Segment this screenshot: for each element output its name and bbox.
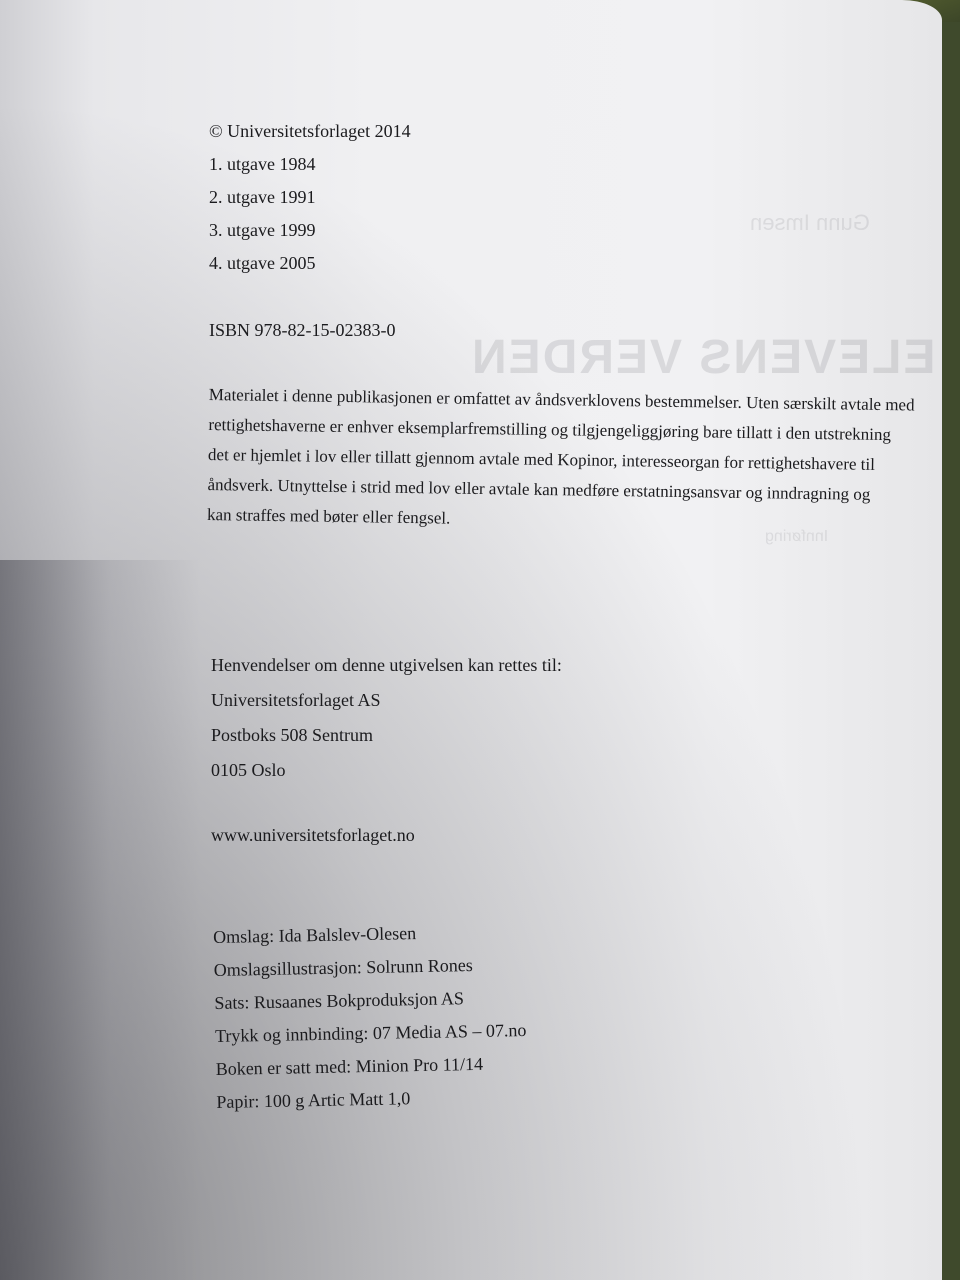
address-heading: Henvendelser om denne utgivelsen kan rettes til: [211, 655, 562, 675]
production-credits [213, 922, 528, 1126]
notice-line: kan straffes med bøter eller fengsel. [206, 504, 451, 528]
notice-line: åndsverk. Utnyttelse i strid med lov eller avtale kan medføre erstatningsansvar og inndragning og [207, 474, 871, 504]
credit-line: Boken er satt med: Minion Pro 11/14 [215, 1053, 484, 1079]
credit-line: Trykk og innbinding: 07 Media AS – 07.no [214, 1020, 527, 1046]
postbox: Postboks 508 Sentrum [211, 725, 374, 745]
credit-line: Omslagsillustrasjon: Solrunn Rones [213, 955, 473, 980]
notice-line: det er hjemlet i lov eller tillatt gjennom avtale med Kopinor, interesseorgan for rettighetshavere til [207, 444, 876, 474]
copyright-notice [207, 386, 915, 546]
publisher-address [211, 656, 562, 796]
publisher-website: www.universitetsforlaget.no [211, 825, 415, 845]
edition-line: 4. utgave 2005 [209, 253, 316, 273]
edition-line: 1. utgave 1984 [209, 154, 316, 174]
copyright-line: © Universitetsforlaget 2014 [209, 121, 411, 141]
show-through-subtitle: Innføring [765, 528, 829, 545]
publisher-name: Universitetsforlaget AS [211, 690, 381, 710]
credit-line: Omslag: Ida Balslev-Olesen [212, 923, 417, 947]
page-shadow [0, 560, 200, 1280]
postal-code-city: 0105 Oslo [211, 760, 286, 780]
credit-line: Sats: Rusaanes Bokproduksjon AS [214, 988, 465, 1013]
notice-line: Materialet i denne publikasjonen er omfattet av åndsverklovens bestemmelser. Uten særskilt avtale med [208, 385, 915, 415]
credit-line: Papir: 100 g Artic Matt 1,0 [216, 1088, 411, 1112]
edition-line: 3. utgave 1999 [209, 220, 316, 240]
notice-line: rettighetshaverne er enhver eksemplarfremstilling og tilgjengeliggjøring bare tillatt i den utstrekning [208, 414, 892, 445]
show-through-author: Gunn Imsen [750, 210, 870, 235]
isbn: ISBN 978-82-15-02383-0 [209, 320, 396, 340]
show-through-title: ELEVENS VERDEN [470, 331, 936, 384]
copyright-block [209, 122, 411, 287]
edition-line: 2. utgave 1991 [209, 187, 316, 207]
